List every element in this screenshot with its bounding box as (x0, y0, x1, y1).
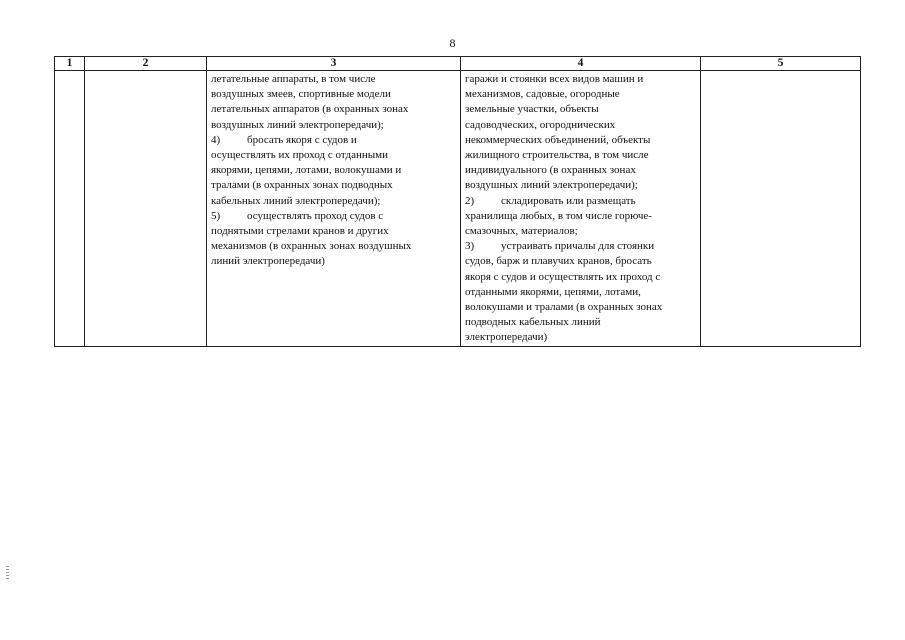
cell-text-line: летательных аппаратов (в охранных зонах (211, 103, 409, 116)
cell-col4 (461, 71, 701, 347)
cell-text-line: 5) осуществлять проход судов с (211, 209, 384, 222)
table-row (55, 71, 861, 347)
cell-text-line: отданными якорями, цепями, лотами, (465, 285, 641, 298)
cell-text-line: волокушами и тралами (в охранных зонах (465, 301, 663, 314)
cell-text-line: воздушных линий электропередачи); (465, 179, 638, 192)
cell-text-line: кабельных линий электропередачи); (211, 194, 381, 207)
cell-text-line: электропередачи) (465, 331, 548, 344)
header-cell: 2 (85, 57, 207, 71)
cell-text-line: гаражи и стоянки всех видов машин и (465, 73, 644, 85)
cell-text-line: поднятыми стрелами кранов и других (211, 225, 389, 238)
cell-text-line: садоводческих, огороднических (465, 118, 616, 131)
cell-text-line: осуществлять их проход с отданными (211, 149, 388, 162)
cell-text-line: тралами (в охранных зонах подводных (211, 179, 393, 192)
cell-text-line: смазочных, материалов; (465, 225, 578, 238)
margin-marks (6, 566, 9, 581)
document-table (54, 56, 861, 347)
cell-text-line: хранилища любых, в том числе горюче- (465, 209, 652, 222)
page-number: 8 (449, 36, 456, 50)
cell-text-line: подводных кабельных линий (465, 316, 601, 329)
table-header-row (55, 57, 861, 71)
cell-text-line: судов, барж и плавучих кранов, бросать (465, 255, 652, 268)
cell-text-line: некоммерческих объединений, объекты (465, 133, 651, 146)
cell-col2 (85, 71, 207, 347)
cell-text-line: 3) устраивать причалы для стоянки (465, 240, 655, 253)
cell-text-line: механизмов (в охранных зонах воздушных (211, 240, 412, 253)
cell-text-line: механизмов, садовые, огородные (465, 88, 620, 101)
cell-col3 (207, 71, 461, 347)
cell-text-line: земельные участки, объекты (465, 103, 599, 116)
cell-text-line: якоря с судов и осуществлять их проход с (465, 270, 661, 283)
cell-text-line: 2) складировать или размещать (465, 194, 636, 207)
header-cell: 3 (207, 57, 461, 71)
cell-text-line: линий электропередачи) (211, 255, 325, 268)
cell-text-line: жилищного строительства, в том числе (465, 149, 649, 162)
cell-text-line: воздушных змеев, спортивные модели (211, 88, 391, 101)
cell-text-line: воздушных линий электропередачи); (211, 118, 384, 131)
header-cell: 1 (55, 57, 85, 71)
cell-text-line: индивидуального (в охранных зонах (465, 164, 636, 177)
cell-col1 (55, 71, 85, 347)
cell-text-line: 4) бросать якоря с судов и (211, 133, 357, 146)
cell-col5 (701, 71, 861, 347)
cell-text-line: якорями, цепями, лотами, волокушами и (211, 164, 402, 177)
header-cell: 4 (461, 57, 701, 71)
cell-text-line: летательные аппараты, в том числе (211, 73, 376, 85)
header-cell: 5 (701, 57, 861, 71)
